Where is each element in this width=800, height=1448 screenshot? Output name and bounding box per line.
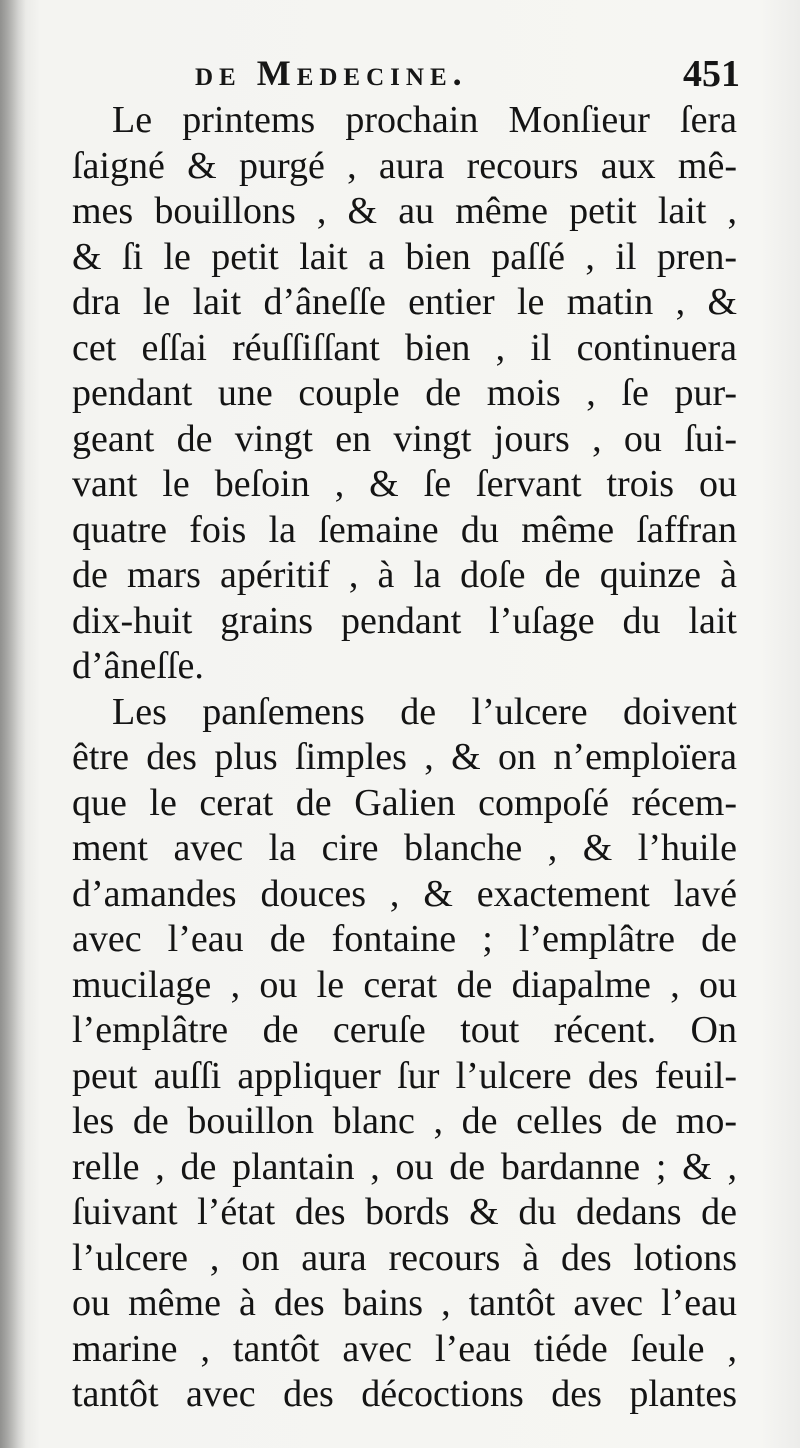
paragraph-1 bbox=[72, 98, 737, 690]
text-line: d’âneſſe. bbox=[72, 645, 204, 687]
text-line: cet eſſai réuſſiſſant bien , il continuera bbox=[72, 326, 737, 369]
text-line: quatre fois la ſemaine du même ſaffran bbox=[72, 508, 737, 551]
text-line: l’emplâtre de ceruſe tout récent. On bbox=[72, 1009, 737, 1051]
text-line: ou même à des bains , tantôt avec l’eau bbox=[72, 1282, 737, 1324]
text-line: marine , tantôt avec l’eau tiéde ſeule , bbox=[72, 1327, 737, 1370]
text-line: & ſi le petit lait a bien paſſé , il pren- bbox=[72, 235, 737, 278]
text-line: Les panſemens de l’ulcere doivent bbox=[112, 690, 737, 733]
text-line: d’amandes douces , & exactement lavé bbox=[72, 872, 737, 915]
text-line: dra le lait d’âneſſe entier le matin , & bbox=[72, 281, 737, 323]
text-line: mucilage , ou le cerat de diapalme , ou bbox=[72, 963, 737, 1006]
text-line: ſaigné & purgé , aura recours aux mê- bbox=[72, 144, 737, 187]
text-line: geant de vingt en vingt jours , ou ſui- bbox=[72, 417, 737, 460]
body-text bbox=[72, 98, 737, 1418]
paragraph-2 bbox=[72, 690, 737, 1418]
text-line: dix-huit grains pendant l’uſage du lait bbox=[72, 599, 737, 642]
text-line: pendant une couple de mois , ſe pur- bbox=[72, 372, 737, 414]
text-line: relle , de plantain , ou de bardanne ; & , bbox=[72, 1145, 737, 1188]
text-line: ſuivant l’état des bords & du dedans de bbox=[72, 1191, 737, 1233]
text-line: vant le beſoin , & ſe ſervant trois ou bbox=[72, 463, 737, 505]
text-line: tantôt avec des décoctions des plantes bbox=[72, 1373, 737, 1415]
page-number: 451 bbox=[683, 53, 740, 95]
running-head bbox=[195, 52, 740, 102]
text-line: avec l’eau de fontaine ; l’emplâtre de bbox=[72, 918, 737, 960]
text-line: ment avec la cire blanche , & l’huile bbox=[72, 827, 737, 869]
text-line: l’ulcere , on aura recours à des lotions bbox=[72, 1236, 737, 1279]
text-line: peut auſſi appliquer ſur l’ulcere des feuil- bbox=[72, 1054, 737, 1097]
running-head-title: de Medecine. bbox=[195, 53, 468, 93]
text-line: être des plus ſimples , & on n’emploïera bbox=[72, 736, 737, 778]
text-line: les de bouillon blanc , de celles de mo- bbox=[72, 1100, 737, 1142]
text-line: Le printems prochain Monſieur ſera bbox=[112, 99, 737, 141]
text-line: que le cerat de Galien compoſé récem- bbox=[72, 781, 737, 824]
gutter-shadow bbox=[0, 0, 26, 1448]
text-line: de mars apéritif , à la doſe de quinze à bbox=[72, 554, 737, 596]
text-line: mes bouillons , & au même petit lait , bbox=[72, 190, 737, 232]
